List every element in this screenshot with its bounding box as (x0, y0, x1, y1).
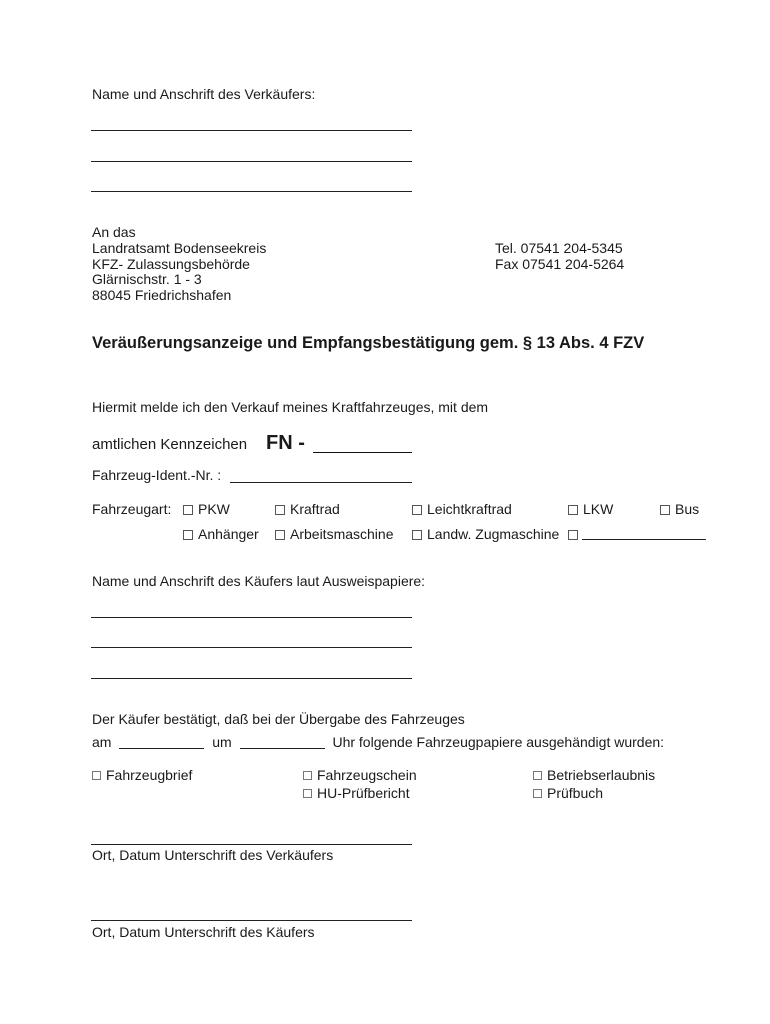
checkbox-arbeitsmaschine[interactable]: Arbeitsmaschine (275, 526, 394, 543)
recipient-line-1: An das (92, 224, 136, 240)
checkbox-pruefbuch[interactable]: Prüfbuch (533, 785, 603, 802)
seller-heading: Name und Anschrift des Verkäufers: (92, 86, 316, 102)
plate-prefix: FN - (266, 432, 305, 454)
plate-label: amtlichen Kennzeichen (92, 436, 248, 453)
checkbox-kraftrad[interactable]: Kraftrad (275, 501, 340, 518)
checkbox-icon[interactable] (533, 771, 542, 780)
buyer-signature-label: Ort, Datum Unterschrift des Käufers (92, 924, 315, 940)
checkbox-leichtkraftrad[interactable]: Leichtkraftrad (412, 501, 512, 518)
seller-signature-line[interactable] (91, 844, 412, 845)
buyer-heading: Name und Anschrift des Käufers laut Ausweispapiere: (92, 573, 426, 589)
checkbox-icon[interactable] (533, 789, 542, 798)
checkbox-betriebserlaubnis[interactable]: Betriebserlaubnis (533, 767, 655, 784)
checkbox-fahrzeugbrief[interactable]: Fahrzeugbrief (92, 767, 192, 784)
form-title: Veräußerungsanzeige und Empfangsbestätigung gem. § 13 Abs. 4 FZV (92, 334, 645, 352)
recipient-line-4: Glärnischstr. 1 - 3 (92, 271, 202, 287)
plate-input-line[interactable] (313, 452, 412, 453)
date-input-line[interactable] (119, 748, 204, 749)
checkbox-hu-pruefbericht[interactable]: HU-Prüfbericht (303, 785, 410, 802)
checkbox-icon[interactable] (275, 505, 285, 515)
confirmation-line-2: am um Uhr folgende Fahrzeugpapiere ausgehändigt wurden: (92, 734, 665, 750)
buyer-line-1[interactable] (91, 617, 412, 618)
checkbox-icon[interactable] (568, 530, 578, 540)
buyer-line-2[interactable] (91, 647, 412, 648)
recipient-fax: Fax 07541 204-5264 (495, 256, 625, 272)
seller-signature-label: Ort, Datum Unterschrift des Verkäufers (92, 847, 334, 863)
vehicle-type-label: Fahrzeugart: (92, 501, 172, 517)
other-type-line[interactable] (582, 539, 706, 540)
checkbox-icon[interactable] (412, 505, 422, 515)
checkbox-icon[interactable] (303, 789, 312, 798)
buyer-line-3[interactable] (91, 678, 412, 679)
recipient-line-3: KFZ- Zulassungsbehörde (92, 256, 250, 272)
vin-label: Fahrzeug-Ident.-Nr. : (92, 467, 222, 483)
seller-line-1[interactable] (91, 130, 412, 131)
recipient-line-5: 88045 Friedrichshafen (92, 287, 232, 303)
intro-text: Hiermit melde ich den Verkauf meines Kraftfahrzeuges, mit dem (92, 399, 489, 415)
checkbox-icon[interactable] (660, 505, 670, 515)
recipient-line-2: Landratsamt Bodenseekreis (92, 240, 267, 256)
checkbox-fahrzeugschein[interactable]: Fahrzeugschein (303, 767, 417, 784)
checkbox-bus[interactable]: Bus (660, 501, 699, 518)
checkbox-icon[interactable] (568, 505, 578, 515)
time-input-line[interactable] (240, 748, 325, 749)
checkbox-anhaenger[interactable]: Anhänger (183, 526, 259, 543)
seller-line-3[interactable] (91, 191, 412, 192)
checkbox-icon[interactable] (183, 505, 193, 515)
seller-line-2[interactable] (91, 161, 412, 162)
checkbox-icon[interactable] (412, 530, 422, 540)
checkbox-lkw[interactable]: LKW (568, 501, 613, 518)
checkbox-landw-zugmaschine[interactable]: Landw. Zugmaschine (412, 526, 559, 543)
vin-input-line[interactable] (230, 482, 412, 483)
recipient-tel: Tel. 07541 204-5345 (495, 240, 623, 256)
checkbox-icon[interactable] (92, 771, 101, 780)
buyer-signature-line[interactable] (91, 920, 412, 921)
checkbox-icon[interactable] (275, 530, 285, 540)
checkbox-pkw[interactable]: PKW (183, 501, 230, 518)
checkbox-icon[interactable] (303, 771, 312, 780)
confirmation-line-1: Der Käufer bestätigt, daß bei der Übergabe des Fahrzeuges (92, 711, 465, 727)
checkbox-other[interactable] (568, 526, 583, 543)
checkbox-icon[interactable] (183, 530, 193, 540)
